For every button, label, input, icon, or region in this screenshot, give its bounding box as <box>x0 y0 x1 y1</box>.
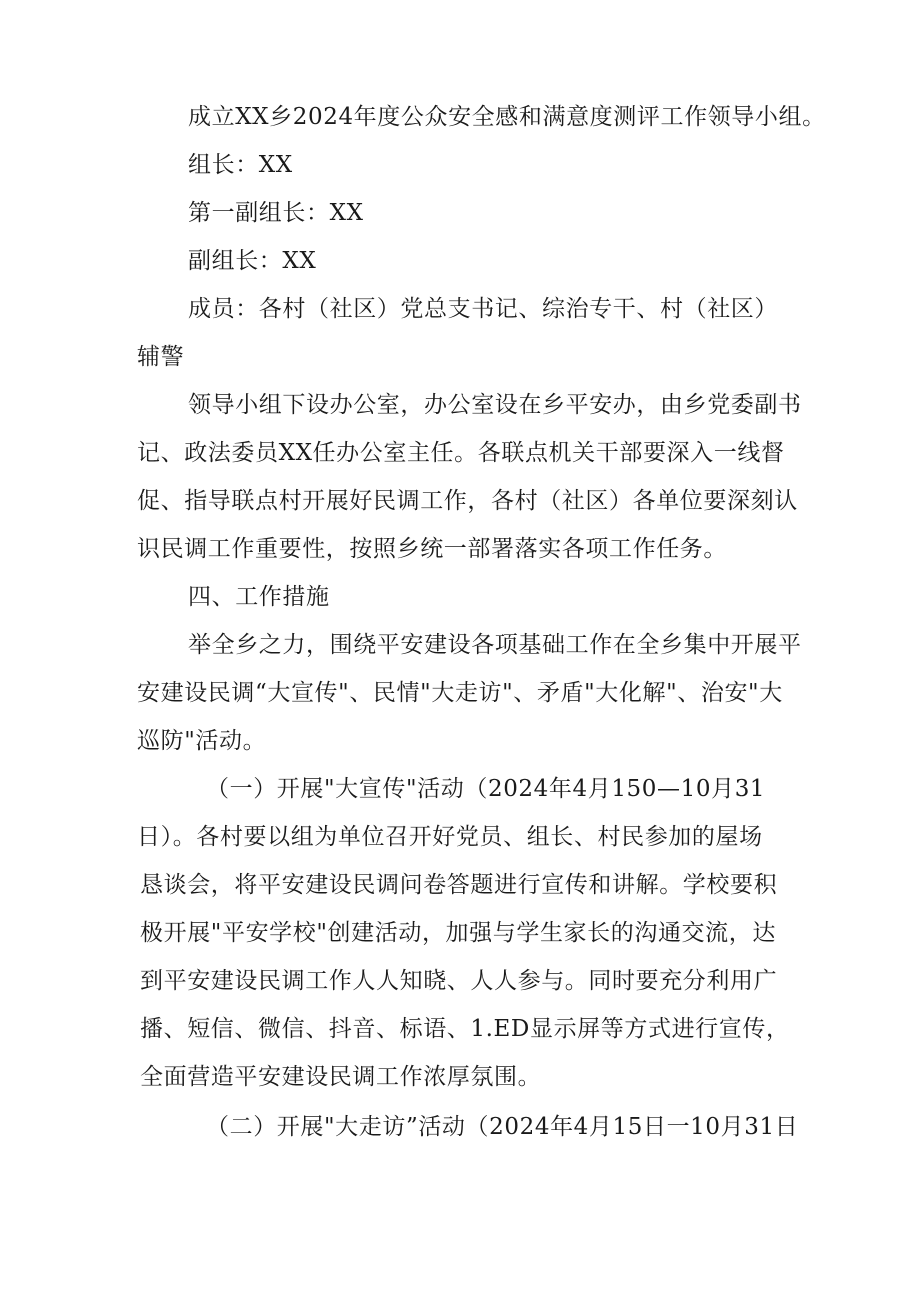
doc-line-9: 促、指导联点村开展好民调工作，各村（社区）各单位要深刻认 <box>137 488 798 514</box>
doc-line-13: 安建设民调“大宣传"、民情"大走访"、矛盾"大化解"、治安"大 <box>137 680 783 706</box>
doc-line-17: 恳谈会，将平安建设民调问卷答题进行宣传和讲解。学校要积 <box>140 872 778 898</box>
doc-line-1: 成立XX乡2024年度公众安全感和满意度测评工作领导小组。 <box>188 104 826 130</box>
doc-line-7: 领导小组下设办公室，办公室设在乡平安办，由乡党委副书 <box>188 392 802 418</box>
doc-line-12: 举全乡之力，围绕平安建设各项基础工作在全乡集中开展平 <box>188 632 802 658</box>
doc-line-19: 到平安建设民调工作人人知晓、人人参与。同时要充分利用广 <box>140 968 778 994</box>
doc-line-2: 组长：XX <box>188 152 293 178</box>
doc-line-6: 辅警 <box>137 344 185 370</box>
doc-subsection-1: （一）开展"大宣传"活动（2024年4月150—10月31 <box>206 776 766 802</box>
doc-line-21: 全面营造平安建设民调工作浓厚氛围。 <box>140 1064 542 1090</box>
doc-line-10: 识民调工作重要性，按照乡统一部署落实各项工作任务。 <box>137 536 727 562</box>
doc-line-4: 副组长：XX <box>188 248 317 274</box>
doc-subsection-2: （二）开展"大走访”活动（2024年4月15日一10月31日 <box>206 1114 799 1140</box>
doc-line-5: 成员：各村（社区）党总支书记、综治专干、村（社区） <box>188 296 778 322</box>
doc-line-3: 第一副组长：XX <box>188 200 364 226</box>
doc-line-18: 极开展"平安学校"创建活动，加强与学生家长的沟通交流，达 <box>140 920 776 946</box>
doc-line-8: 记、政法委员XX任办公室主任。各联点机关干部要深入一线督 <box>137 440 785 466</box>
doc-line-20: 播、短信、微信、抖音、标语、1.ED显示屏等方式进行宣传， <box>140 1016 790 1042</box>
doc-section-heading: 四、工作措施 <box>188 584 330 610</box>
doc-line-16: 日）。各村要以组为单位召开好党员、组长、村民参加的屋场 <box>137 824 763 850</box>
doc-line-14: 巡防"活动。 <box>137 728 267 754</box>
